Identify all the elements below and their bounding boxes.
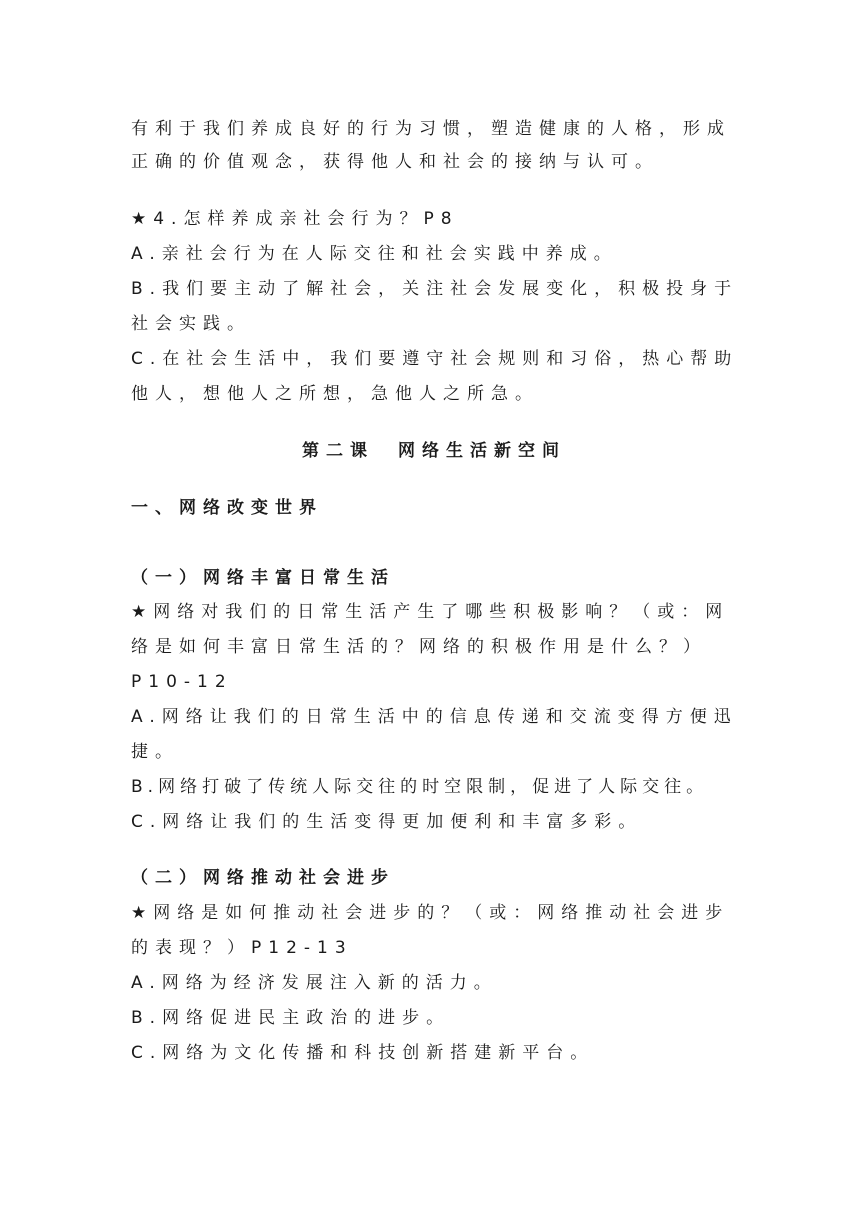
answer-a-line: 捷。 (131, 742, 179, 762)
answer-a-line: A.网络让我们的日常生活中的信息传递和交流变得方便迅 (131, 707, 738, 727)
paragraph-line: 有利于我们养成良好的行为习惯，塑造健康的人格，形成 (131, 119, 731, 139)
question-line: 的表现？）P12-13 (131, 938, 353, 958)
answer-b: B.网络打破了传统人际交往的时空限制，促进了人际交往。 (131, 777, 709, 797)
question-line: ★网络是如何推动社会进步的？（或：网络推动社会进步 (131, 903, 730, 923)
question-4-title: ★4.怎样养成亲社会行为？P8 (131, 209, 459, 229)
answer-c: C.网络让我们的生活变得更加便利和丰富多彩。 (131, 812, 643, 832)
section-title: 一、网络改变世界 (131, 498, 323, 518)
answer-a: A.亲社会行为在人际交往和社会实践中养成。 (131, 244, 618, 264)
lesson-title: 第二课 网络生活新空间 (302, 441, 566, 461)
subsection-title: （一）网络丰富日常生活 (131, 568, 395, 588)
answer-b-line: 社会实践。 (131, 314, 251, 334)
answer-b: B.网络促进民主政治的进步。 (131, 1008, 451, 1028)
answer-b-line: B.我们要主动了解社会，关注社会发展变化，积极投身于 (131, 279, 739, 299)
paragraph-line: 正确的价值观念，获得他人和社会的接纳与认可。 (131, 152, 659, 172)
answer-c: C.网络为文化传播和科技创新搭建新平台。 (131, 1043, 595, 1063)
answer-c-line: C.在社会生活中，我们要遵守社会规则和习俗，热心帮助 (131, 349, 739, 369)
page-reference: P10-12 (131, 672, 233, 692)
answer-a: A.网络为经济发展注入新的活力。 (131, 973, 498, 993)
answer-c-line: 他人，想他人之所想，急他人之所急。 (131, 384, 539, 404)
question-line: 络是如何丰富日常生活的？网络的积极作用是什么？） (131, 637, 707, 657)
question-line: ★网络对我们的日常生活产生了哪些积极影响？（或：网 (131, 602, 730, 622)
subsection-title: （二）网络推动社会进步 (131, 868, 395, 888)
